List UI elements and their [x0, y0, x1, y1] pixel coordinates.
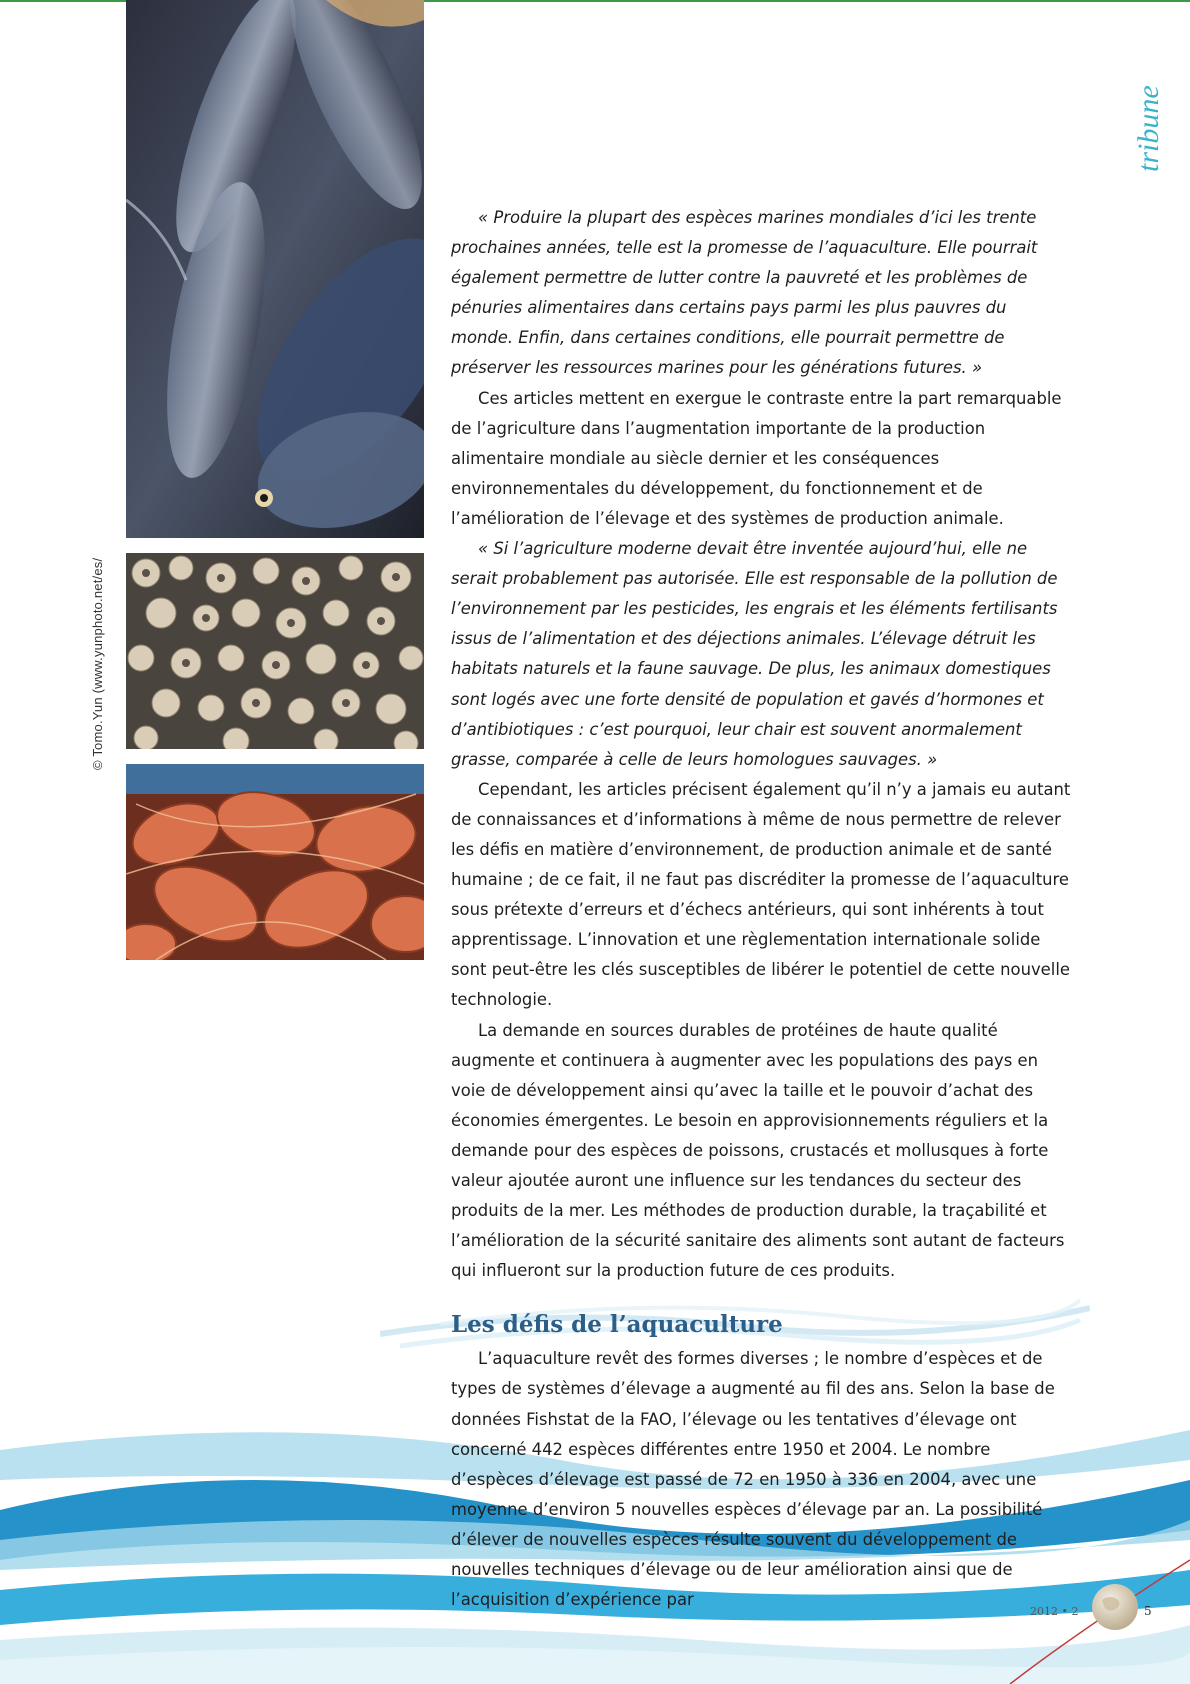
quote-paragraph: « Si l’agriculture moderne devait être inventée aujourd’hui, elle ne serait probablement pas autorisée. Elle est responsable de la pollution de l’environnement par les pesticides, les engrais et les éléments fertilisants issus de l’alimentation et des déjections animales. L’élevage détruit les habitats naturels et la faune sauvage. De plus, les animaux domestiques sont logés avec une forte densité de population et gavés d’hormones et d’antibiotiques : c’est pourquoi, leur chair est souvent anormalement grasse, comparée à celle de leurs homologues sauvages. »	[451, 539, 1058, 769]
barnacles-photo	[126, 553, 424, 749]
crayfish-photo	[126, 764, 424, 960]
fish-photo	[126, 0, 424, 538]
footer-issue: 2012 • 2	[1030, 1605, 1079, 1618]
body-paragraph: L’aquaculture revêt des formes diverses ; le nombre d’espèces et de types de systèmes d’élevage a augmenté au fil des ans. Selon la base de données Fishstat de la FAO, l’élevage ou les tentatives d’élevage ont concerné 442 espèces différentes entre 1950 et 2004. Le nombre d’espèces d’élevage est passé de 72 en 1950 à 336 en 2004, avec une moyenne d’environ 5 nouvelles espèces d’élevage par an. La possibilité d’élever de nouvelles espèces résulte souvent du développement de nouvelles techniques d’élevage ou de leur amélioration ainsi que de l’acquisition d’expérience par	[451, 1349, 1055, 1610]
page-number: 5	[1144, 1604, 1152, 1618]
globe-icon	[1090, 1582, 1140, 1632]
body-paragraph: La demande en sources durables de protéines de haute qualité augmente et continuera à augmenter avec les populations des pays en voie de développement ainsi qu’avec la taille et le pouvoir d’achat des économies émergentes. Le besoin en approvisionnements réguliers et la demande pour des espèces de poissons, crustacés et mollusques à forte valeur ajoutée auront une influence sur les tendances du secteur des produits de la mer. Les méthodes de production durable, la traçabilité et l’amélioration de la sécurité sanitaire des aliments sont autant de facteurs qui influeront sur la production future de ces produits.	[451, 1020, 1065, 1281]
body-paragraph: Cependant, les articles précisent également qu’il n’y a jamais eu autant de connaissances et d’informations à même de nous permettre de relever les défis en matière d’environnement, de production animale et de santé humaine ; de ce fait, il ne faut pas discréditer la promesse de l’aquaculture sous prétexte d’erreurs et d’échecs antérieurs, qui sont inhérents à tout apprentissage. L’innovation et une règlementation internationale solide sont peut-être les clés susceptibles de libérer le potentiel de cette nouvelle technologie.	[451, 779, 1071, 1010]
quote-paragraph: « Produire la plupart des espèces marines mondiales d’ici les trente prochaines années, telle est la promesse de l’aquaculture. Elle pourrait également permettre de lutter contre la pauvreté et les problèmes de pénuries alimentaires dans certains pays parmi les plus pauvres du monde. Enfin, dans certaines conditions, elle pourrait permettre de préserver les ressources marines pour les générations futures. »	[451, 208, 1038, 378]
section-tag: tribune	[1132, 85, 1165, 172]
article-column	[451, 203, 1071, 1615]
section-heading: Les défis de l’aquaculture	[451, 1311, 783, 1339]
body-paragraph: Ces articles mettent en exergue le contraste entre la part remarquable de l’agriculture dans l’augmentation importante de la production alimentaire mondiale au siècle dernier et les conséquences environnementales du développement, du fonctionnement et de l’amélioration de l’élevage et des systèmes de production animale.	[451, 388, 1062, 528]
photo-credit: © Tomo.Yun (www.yunphoto.net/es/	[90, 557, 105, 770]
